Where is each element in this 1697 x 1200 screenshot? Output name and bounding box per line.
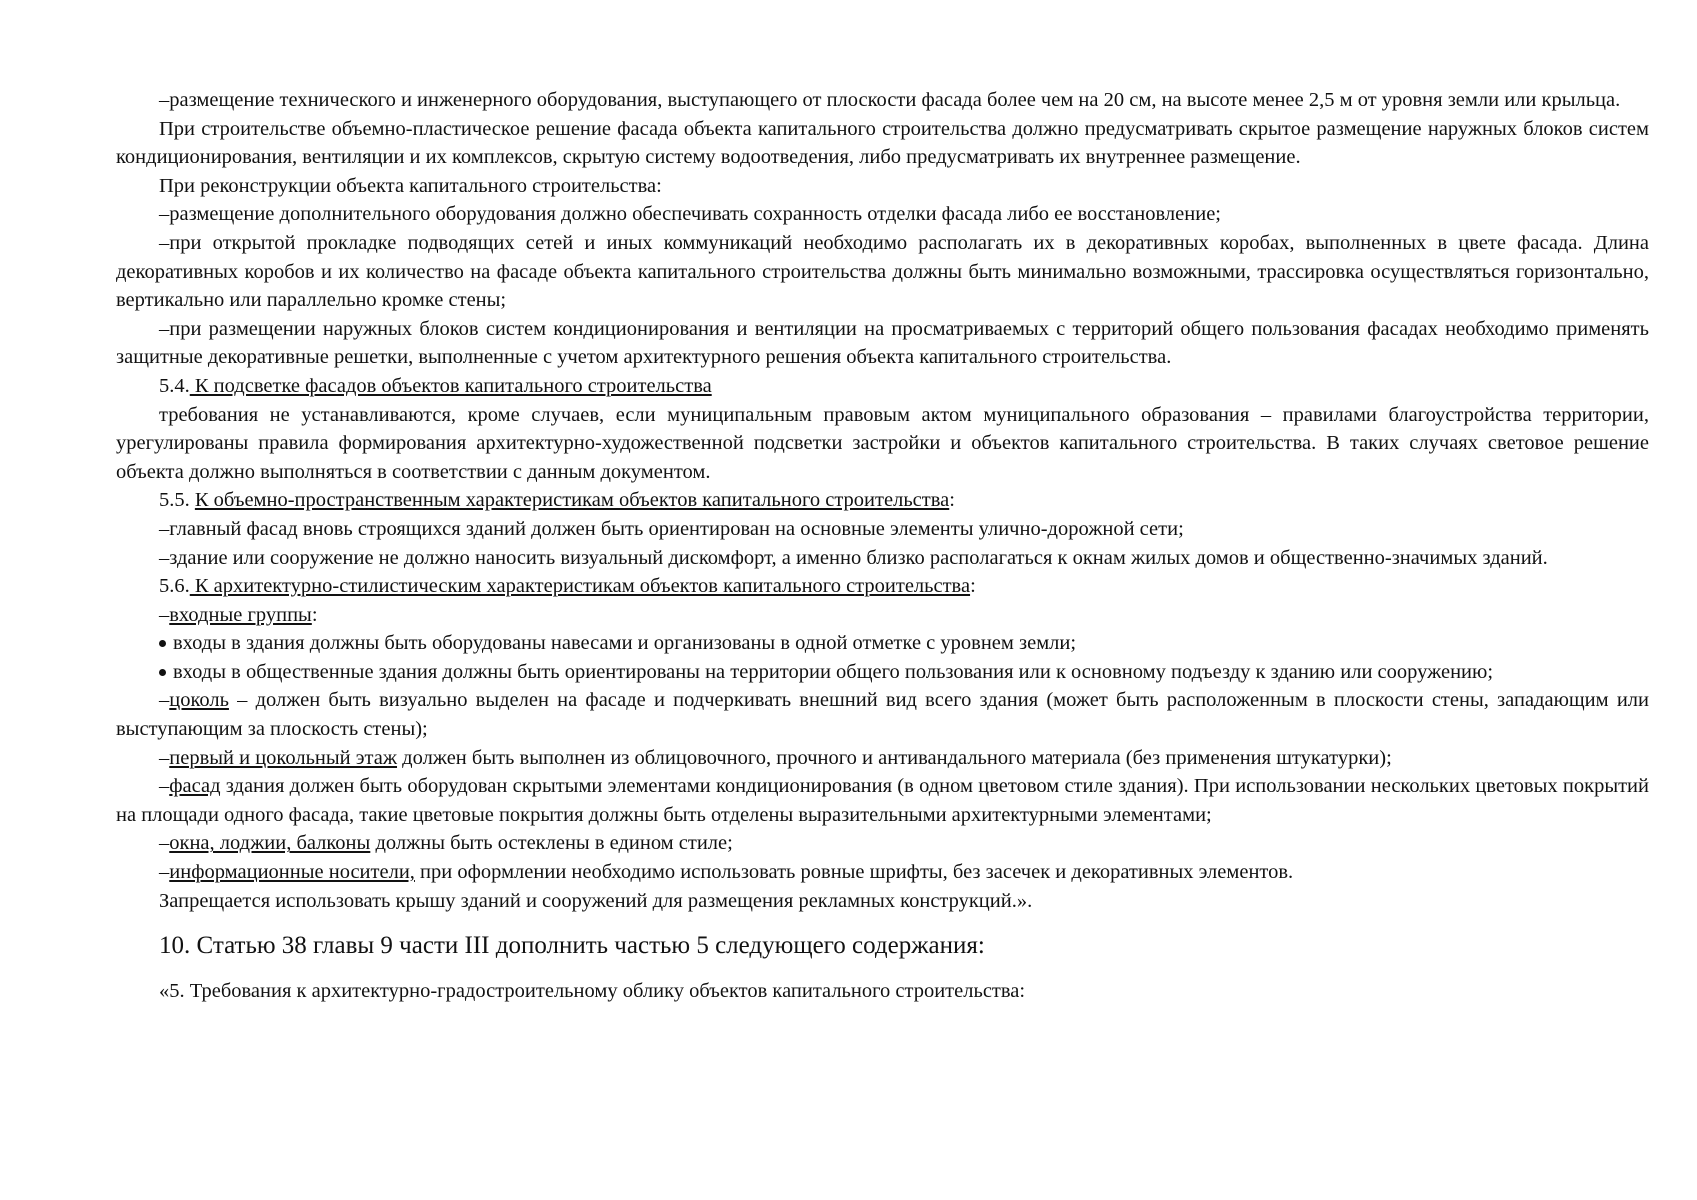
ground-floor-line [116, 744, 1649, 773]
dash: – [159, 861, 170, 884]
bullet-entrances-canopies [116, 629, 1649, 658]
entrance-groups-line [116, 601, 1649, 630]
paragraph-reconstruction: При реконструкции объекта капитального строительства: [159, 174, 662, 197]
section-5-4-text: требования не устанавливаются, кроме случаев, если муниципальным правовым актом муниципального образования – правилами благоустройства территории, урегулированы правила формирования архитектурно-художественной подсветки застройки и объектов капитального строительства. В таких случаях световое решение объекта должно выполняться в соответствии с данным документом. [116, 403, 1649, 483]
info-carriers-label: информационные носители, [169, 861, 415, 884]
document-page [116, 86, 1649, 1006]
section-5-6-title: К архитектурно-стилистическим характеристикам объектов капитального строительства [189, 575, 971, 598]
ground-floor-text: должен быть выполнен из облицовочного, прочного и антивандального материала (без применения штукатурки); [397, 746, 1392, 769]
info-carriers-text: при оформлении необходимо использовать ровные шрифты, без засечек и декоративных элементов. [414, 861, 1294, 884]
dash: – [159, 746, 170, 769]
bullet-text: входы в общественные здания должны быть ориентированы на территории общего пользования или к основному подъезду к зданию или сооружению; [173, 660, 1494, 683]
bullet-dot-icon [159, 669, 166, 676]
section-5-4-title: К подсветке фасадов объектов капитального строительства [189, 374, 712, 397]
plinth-label: цоколь [169, 689, 229, 712]
advertising-ban: Запрещается использовать крышу зданий и сооружений для размещения рекламных конструкций.». [159, 889, 1033, 912]
facade-text: здания должен быть оборудован скрытыми элементами кондиционирования (в одном цветовом стиле здания). При использовании нескольких цветовых покрытий на площади одного фасада, такие цветовые покрытия должны быть отделены выразительными архитектурными элементами; [116, 775, 1649, 826]
section-5-4-number: 5.4. [159, 374, 190, 397]
paragraph-construction: При строительстве объемно-пластическое решение фасада объекта капитального строительства должно предусматривать скрытое размещение наружных блоков систем кондиционирования, вентиляции и их комплексов, скрытую систему водоотведения, либо предусматривать их внутреннее размещение. [116, 117, 1649, 169]
article-38-heading: 10. Статью 38 главы 9 части III дополнить частью 5 следующего содержания: [159, 932, 985, 960]
section-5-5-item-main-facade: –главный фасад вновь строящихся зданий должен быть ориентирован на основные элементы улично-дорожной сети; [159, 517, 1184, 540]
entrance-groups-label: входные группы [169, 603, 312, 626]
paragraph-networks: –при открытой прокладке подводящих сетей и иных коммуникаций необходимо располагать их в декоративных коробах, выполненных в цвете фасада. Длина декоративных коробов и их количество на фасаде объекта капитального строительства должны быть минимально возможными, трассировка осуществляться горизонтально, вертикально или параллельно кромке стены; [116, 231, 1649, 312]
section-5-5-heading [116, 486, 1649, 515]
windows-text: должны быть остеклены в едином стиле; [370, 832, 733, 855]
bullet-text: входы в здания должны быть оборудованы навесами и организованы в одной отметке с уровнем земли; [173, 632, 1077, 655]
paragraph-ac-blocks: –при размещении наружных блоков систем кондиционирования и вентиляции на просматриваемых с территорий общего пользования фасадах необходимо применять защитные декоративные решетки, выполненные с учетом архитектурного решения объекта капитального строительства. [116, 317, 1649, 369]
section-5-6-colon: : [970, 575, 976, 598]
section-5-5-item-discomfort: –здание или сооружение не должно наносить визуальный дискомфорт, а именно близко располагаться к окнам жилых домов и общественно-значимых зданий. [159, 546, 1548, 569]
paragraph-additional-equipment: –размещение дополнительного оборудования должно обеспечивать сохранность отделки фасада либо ее восстановление; [159, 203, 1221, 226]
facade-line [116, 772, 1649, 829]
dash: – [159, 603, 170, 626]
section-5-6-heading [116, 572, 1649, 601]
plinth-text: – должен быть визуально выделен на фасаде и подчеркивать внешний вид всего здания (может быть расположенным в плоскости стены, западающим или выступающим за плоскость стены); [116, 689, 1649, 741]
dash: – [159, 689, 170, 712]
requirements-quote: «5. Требования к архитектурно-градостроительному облику объектов капитального строительства: [159, 980, 1026, 1003]
info-carriers-line [116, 858, 1649, 887]
ground-floor-label: первый и цокольный этаж [169, 746, 398, 769]
section-5-5-title: К объемно-пространственным характеристикам объектов капитального строительства [194, 489, 950, 512]
windows-line [116, 829, 1649, 858]
section-5-5-colon: : [949, 489, 955, 512]
plinth-line [116, 686, 1649, 743]
dash: – [159, 775, 170, 798]
bullet-public-entrances [116, 658, 1649, 687]
colon: : [311, 603, 318, 626]
section-5-4-heading [116, 372, 1649, 401]
section-5-6-number: 5.6. [159, 575, 190, 598]
dash: – [159, 832, 170, 855]
facade-label: фасад [169, 775, 221, 798]
windows-label: окна, лоджии, балконы [169, 832, 371, 855]
section-5-5-number: 5.5. [159, 489, 195, 512]
paragraph-equipment-placement: –размещение технического и инженерного оборудования, выступающего от плоскости фасада более чем на 20 см, на высоте менее 2,5 м от уровня земли или крыльца. [159, 89, 1621, 111]
